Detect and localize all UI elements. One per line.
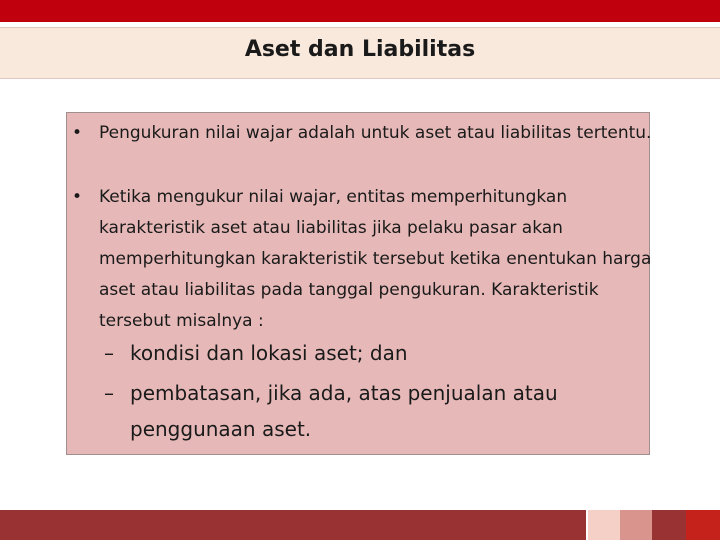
footer-block-mid bbox=[620, 510, 652, 540]
sub-item-1 bbox=[104, 335, 664, 371]
footer-block-dark bbox=[652, 510, 686, 540]
bullet-marker: • bbox=[72, 123, 83, 143]
footer-block-light bbox=[588, 510, 620, 540]
bullet-item-2 bbox=[72, 182, 659, 337]
bullet-text: Pengukuran nilai wajar adalah untuk aset atau liabilitas tertentu. bbox=[99, 123, 652, 143]
sub-item-text: kondisi dan lokasi aset; dan bbox=[130, 341, 408, 365]
dash-marker: – bbox=[104, 341, 114, 365]
bullet-item-1 bbox=[72, 118, 659, 149]
top-accent-bar bbox=[0, 0, 720, 22]
bullet-text: Ketika mengukur nilai wajar, entitas memperhitungkan karakteristik aset atau liabilitas jika pelaku pasar akan memperhitungkan karakteristik tersebut ketika enentukan harga aset atau liabilitas pada tanggal pengukuran. Karakteristik tersebut misalnya : bbox=[99, 187, 652, 331]
dash-marker: – bbox=[104, 381, 114, 405]
slide-title: Aset dan Liabilitas bbox=[244, 37, 476, 62]
sub-item-text: pembatasan, jika ada, atas penjualan atau bbox=[130, 381, 558, 405]
sub-item-2 bbox=[104, 375, 664, 447]
footer-block-red bbox=[686, 510, 720, 540]
bullet-marker: • bbox=[72, 187, 83, 207]
footer-bar bbox=[0, 510, 586, 540]
sub-item-text-continued: penggunaan aset. bbox=[130, 417, 312, 441]
